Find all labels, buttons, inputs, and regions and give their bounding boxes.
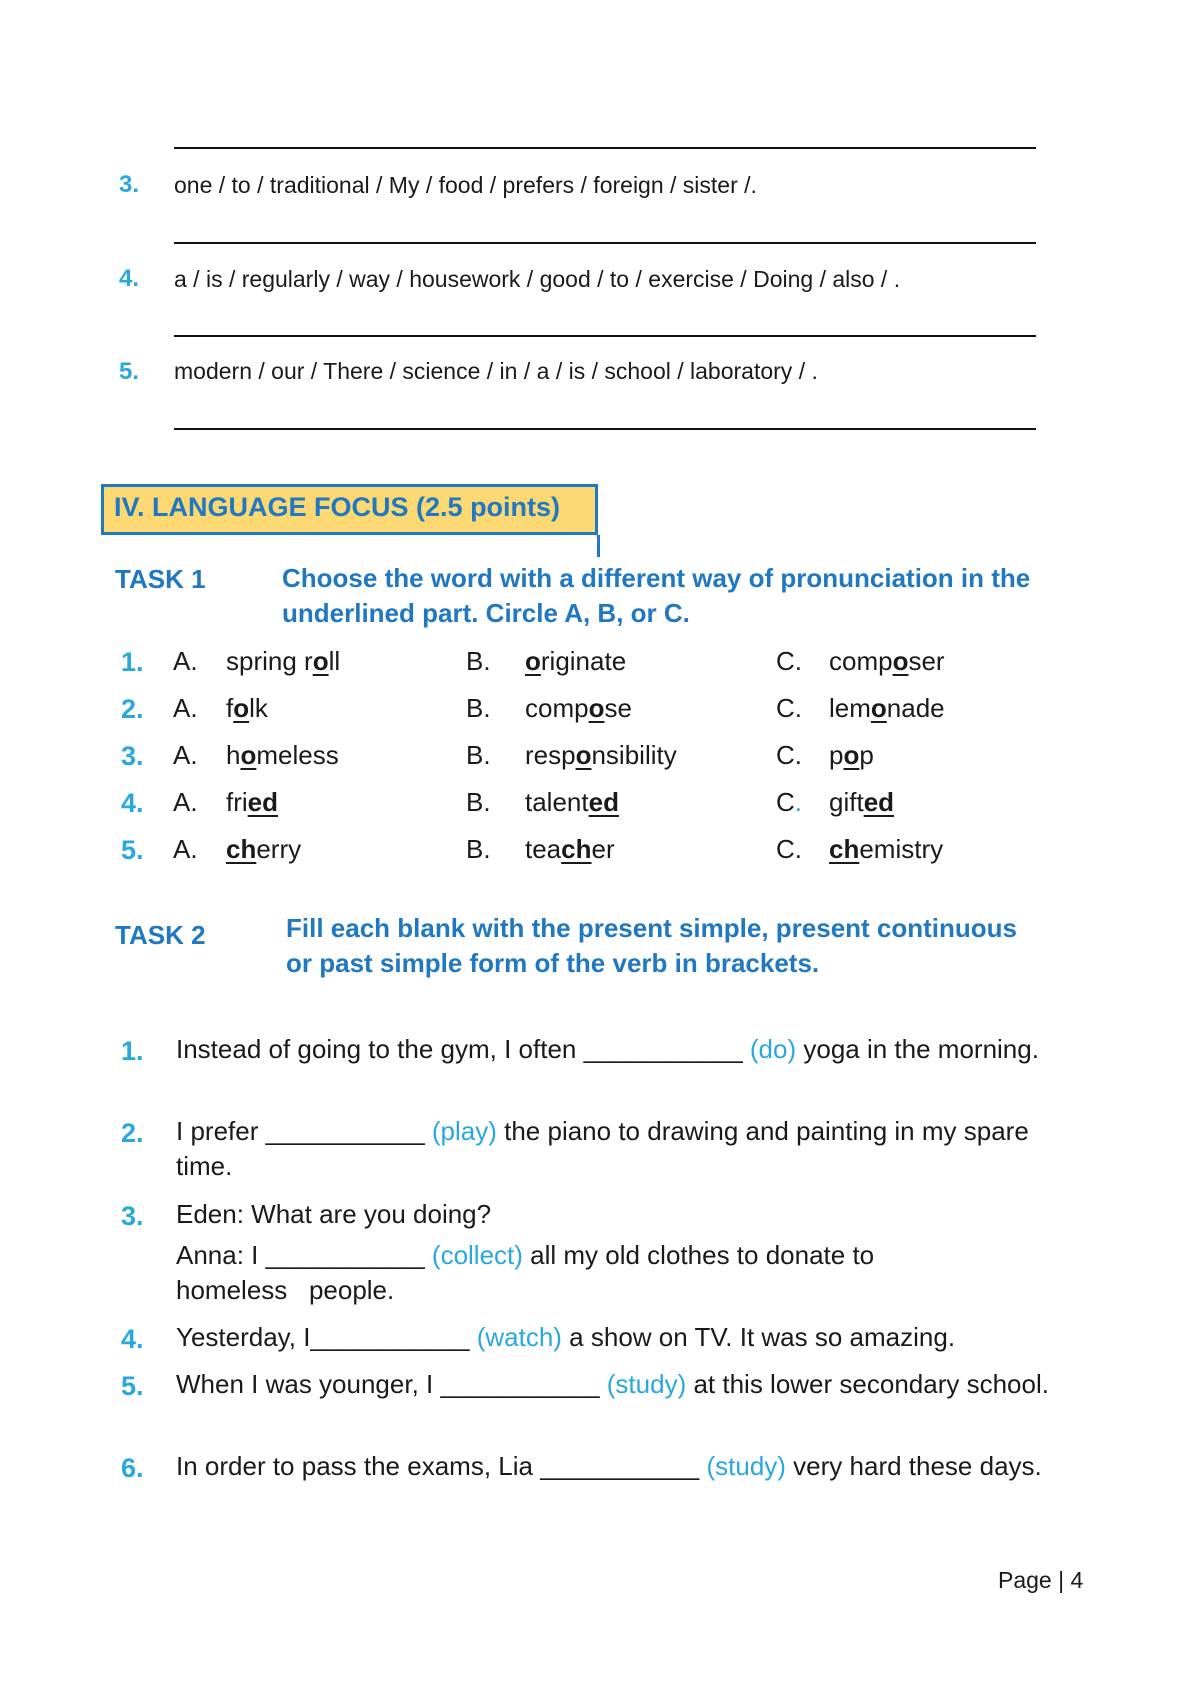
option-row-number: 1. xyxy=(121,647,144,677)
word-part: er xyxy=(591,834,615,864)
option-word[interactable] xyxy=(226,787,278,818)
sentence-number: 4. xyxy=(119,265,140,292)
item-number: 5. xyxy=(121,1371,144,1401)
option-letter-text: C. xyxy=(776,646,802,676)
task2-item-3 xyxy=(176,1238,936,1308)
word-part: comp xyxy=(829,646,893,676)
page-number: Page | 4 xyxy=(998,1567,1084,1593)
underlined-part: o xyxy=(312,646,329,676)
underlined-part: o xyxy=(233,693,250,723)
option-word[interactable] xyxy=(829,646,945,677)
option-letter[interactable] xyxy=(173,834,198,865)
option-word[interactable] xyxy=(525,740,677,771)
item-number: 2. xyxy=(121,1118,144,1148)
verb-hint: (play) xyxy=(431,1116,497,1146)
item-text: yoga in the morning. xyxy=(796,1034,1039,1064)
verb-hint: (collect) xyxy=(431,1240,523,1270)
underlined-part: ed xyxy=(863,787,895,817)
option-word[interactable] xyxy=(226,740,339,771)
option-letter[interactable] xyxy=(173,646,198,677)
word-part: riginate xyxy=(540,646,627,676)
underlined-part: o xyxy=(892,646,909,676)
option-letter[interactable] xyxy=(466,834,491,865)
word-part: tea xyxy=(525,834,562,864)
option-letter[interactable] xyxy=(466,740,491,771)
word-part: talent xyxy=(525,787,589,817)
option-letter-text: A. xyxy=(173,787,198,817)
word-part: meless xyxy=(256,740,339,770)
option-word[interactable] xyxy=(829,834,943,865)
option-letter-text: A. xyxy=(173,740,198,770)
word-part: gift xyxy=(829,787,864,817)
item-text: the piano to drawing and painting in my spare time. xyxy=(176,1116,1029,1181)
item-text: In order to pass the exams, Lia ___________ xyxy=(176,1451,707,1481)
word-part: resp xyxy=(525,740,576,770)
word-part: ll xyxy=(328,646,341,676)
sentence-number: 5. xyxy=(119,358,140,385)
word-part: h xyxy=(226,740,241,770)
word-part: comp xyxy=(525,693,589,723)
option-letter-dot: . xyxy=(794,787,803,817)
verb-hint: (do) xyxy=(749,1034,797,1064)
option-letter-text: C. xyxy=(776,740,802,770)
option-letter[interactable] xyxy=(466,693,491,724)
word-part: p xyxy=(829,740,844,770)
underlined-part: ch xyxy=(561,834,592,864)
task2-label: TASK 2 xyxy=(115,920,206,950)
option-letter[interactable] xyxy=(776,646,802,677)
word-part: fri xyxy=(226,787,248,817)
option-word[interactable] xyxy=(226,646,340,677)
task2-item-5 xyxy=(176,1367,1056,1402)
option-letter[interactable] xyxy=(776,834,802,865)
item-number: 4. xyxy=(121,1324,144,1354)
sentence-text: modern / our / There / science / in / a / is / school / laboratory / . xyxy=(174,358,818,384)
option-word[interactable] xyxy=(226,834,301,865)
task1-label: TASK 1 xyxy=(115,564,206,594)
item-number: 6. xyxy=(121,1453,144,1483)
option-letter[interactable] xyxy=(466,787,491,818)
option-letter[interactable] xyxy=(776,693,802,724)
item-number: 1. xyxy=(121,1036,144,1066)
sentence-text: a / is / regularly / way / housework / good / to / exercise / Doing / also / . xyxy=(174,266,901,292)
sentence-text: one / to / traditional / My / food / prefers / foreign / sister /. xyxy=(174,172,757,198)
underlined-part: o xyxy=(843,740,860,770)
answer-line[interactable] xyxy=(174,147,1036,149)
option-letter-text: C. xyxy=(776,693,802,723)
task2-item-4 xyxy=(176,1320,1056,1355)
section-title: IV. LANGUAGE FOCUS (2.5 points) xyxy=(114,492,561,522)
option-row-number: 4. xyxy=(121,788,144,818)
word-part: se xyxy=(604,693,632,723)
word-part: f xyxy=(226,693,234,723)
option-letter-text: B. xyxy=(466,787,491,817)
option-row-number: 5. xyxy=(121,835,144,865)
underlined-part: o xyxy=(588,693,605,723)
option-word[interactable] xyxy=(525,834,615,865)
word-part: spring r xyxy=(226,646,313,676)
option-letter-text: A. xyxy=(173,693,198,723)
item-text: at this lower secondary school. xyxy=(686,1369,1049,1399)
option-letter-text: B. xyxy=(466,646,491,676)
word-part: erry xyxy=(256,834,302,864)
option-letter[interactable] xyxy=(776,740,802,771)
word-part: nade xyxy=(886,693,945,723)
task2-item-2 xyxy=(176,1114,1056,1184)
verb-hint: (watch) xyxy=(476,1322,562,1352)
answer-line[interactable] xyxy=(174,428,1036,430)
option-word[interactable] xyxy=(829,787,894,818)
sentence-number: 3. xyxy=(119,171,140,198)
option-row-number: 3. xyxy=(121,741,144,771)
option-letter[interactable] xyxy=(466,646,491,677)
underlined-part: o xyxy=(870,693,887,723)
option-word[interactable] xyxy=(525,693,632,724)
underlined-part: ed xyxy=(247,787,279,817)
item-text: I prefer ___________ xyxy=(176,1116,432,1146)
underlined-part: ch xyxy=(829,834,860,864)
task1-instruction: Choose the word with a different way of pronunciation in the underlined part. Circle A, B, or C. xyxy=(282,563,1031,628)
item-text: Yesterday, I___________ xyxy=(176,1322,477,1352)
word-part: lk xyxy=(249,693,268,723)
underlined-part: o xyxy=(575,740,592,770)
item-text: When I was younger, I ___________ xyxy=(176,1369,607,1399)
word-part: p xyxy=(859,740,874,770)
word-part: nsibility xyxy=(591,740,677,770)
section-header-tail xyxy=(597,535,600,557)
item-text: Instead of going to the gym, I often ___________ xyxy=(176,1034,750,1064)
word-part: lem xyxy=(829,693,871,723)
option-word[interactable] xyxy=(829,740,874,771)
underlined-part: ch xyxy=(226,834,257,864)
task2-item-1 xyxy=(176,1032,1056,1067)
option-letter-text: A. xyxy=(173,834,198,864)
option-letter-text: B. xyxy=(466,740,491,770)
option-word[interactable] xyxy=(525,646,626,677)
option-letter-text: B. xyxy=(466,834,491,864)
item-text: very hard these days. xyxy=(785,1451,1042,1481)
task2-item-6 xyxy=(176,1449,1056,1484)
option-letter-text: C xyxy=(776,787,795,817)
item-text: a show on TV. It was so amazing. xyxy=(561,1322,956,1352)
item-text: Anna: I ___________ xyxy=(176,1240,432,1270)
option-letter-text: C. xyxy=(776,834,802,864)
word-part: ser xyxy=(908,646,945,676)
underlined-part: ed xyxy=(588,787,619,817)
underlined-part: o xyxy=(525,646,541,676)
option-word[interactable] xyxy=(226,693,268,724)
option-letter[interactable] xyxy=(776,787,802,818)
option-letter[interactable] xyxy=(173,740,198,771)
verb-hint: (study) xyxy=(706,1451,786,1481)
option-row-number: 2. xyxy=(121,694,144,724)
item-text: all my old clothes to donate to homeless people. xyxy=(176,1240,875,1305)
option-letter[interactable] xyxy=(173,693,198,724)
answer-line[interactable] xyxy=(174,335,1036,337)
item-number: 3. xyxy=(121,1201,144,1231)
option-letter-text: B. xyxy=(466,693,491,723)
option-word[interactable] xyxy=(525,787,619,818)
word-part: emistry xyxy=(859,834,944,864)
underlined-part: o xyxy=(240,740,257,770)
answer-line[interactable] xyxy=(174,242,1036,244)
option-letter-text: A. xyxy=(173,646,198,676)
task2-item-3-line1: Eden: What are you doing? xyxy=(176,1199,492,1229)
option-letter[interactable] xyxy=(173,787,198,818)
task2-instruction: Fill each blank with the present simple, present continuous or past simple form of the verb in brackets. xyxy=(286,913,1018,978)
verb-hint: (study) xyxy=(606,1369,687,1399)
option-word[interactable] xyxy=(829,693,945,724)
